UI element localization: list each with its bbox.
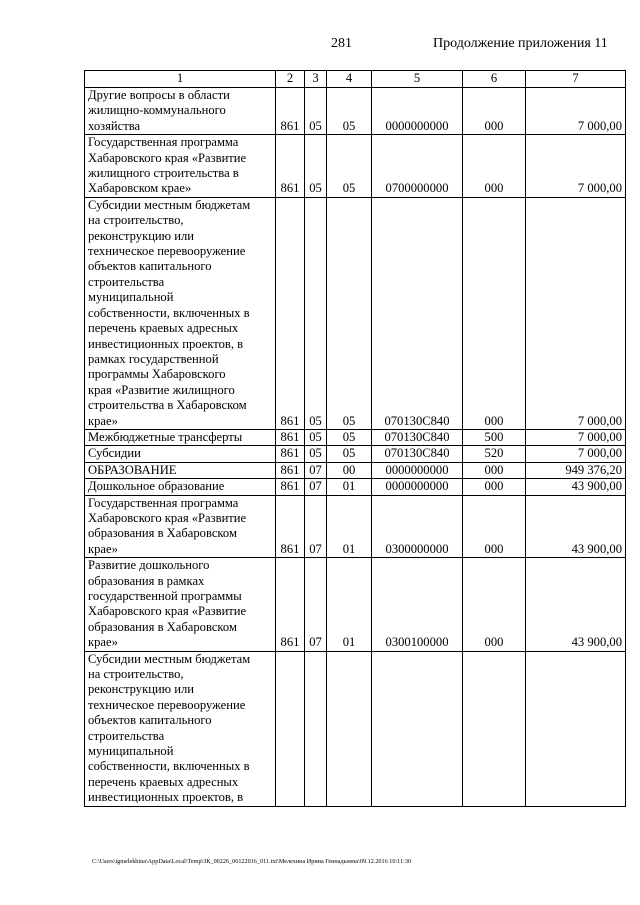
row-type: 520 [463,446,526,462]
row-type: 000 [463,462,526,478]
row-type: 000 [463,479,526,495]
row-type [463,651,526,806]
table-header-row [85,71,626,88]
row-section: 07 [305,495,327,558]
row-code [276,651,305,806]
row-code: 861 [276,135,305,198]
row-section: 07 [305,462,327,478]
row-section: 05 [305,429,327,445]
row-amount: 7 000,00 [526,135,626,198]
row-subsection: 01 [327,558,372,651]
row-name: Межбюджетные трансферты [85,429,276,445]
row-name: Развитие дошкольного образования в рамках государственной программы Хабаровского края «Развитие образования в Хабаровском крае» [85,558,276,651]
table-row [85,479,626,495]
table-row [85,135,626,198]
row-amount: 43 900,00 [526,495,626,558]
row-target: 0300000000 [372,495,463,558]
footer-path: C:\Users\igmelekhina\AppData\Local\Temp\ЗК_00226_06122016_011.txt\Мелехина Ирина Геннадьевна\09.12.2016 10:11:30 [92,858,412,865]
row-subsection: 05 [327,446,372,462]
row-code: 861 [276,88,305,135]
row-subsection: 00 [327,462,372,478]
row-subsection: 01 [327,479,372,495]
row-code: 861 [276,446,305,462]
row-name: Субсидии местным бюджетам на строительство, реконструкцию или техническое перевооружение объектов капитального строительства муниципальной собственности, включенных в перечень краевых адресных инвестиционных проектов, в [85,651,276,806]
row-section: 05 [305,446,327,462]
row-section [305,651,327,806]
row-amount: 7 000,00 [526,446,626,462]
row-code: 861 [276,558,305,651]
row-section: 07 [305,558,327,651]
row-subsection: 05 [327,429,372,445]
row-name: Государственная программа Хабаровского края «Развитие образования в Хабаровском крае» [85,495,276,558]
row-amount: 7 000,00 [526,429,626,445]
row-amount: 949 376,20 [526,462,626,478]
row-subsection: 05 [327,135,372,198]
row-name: Государственная программа Хабаровского края «Развитие жилищного строительства в Хабаровском крае» [85,135,276,198]
table-row [85,446,626,462]
row-name: Дошкольное образование [85,479,276,495]
row-type: 000 [463,135,526,198]
row-type: 000 [463,197,526,429]
row-code: 861 [276,197,305,429]
row-amount: 7 000,00 [526,197,626,429]
column-header: 3 [305,71,327,88]
row-target [372,651,463,806]
row-type: 000 [463,558,526,651]
table-row [85,429,626,445]
row-subsection: 05 [327,197,372,429]
row-name: Другие вопросы в области жилищно-коммунального хозяйства [85,88,276,135]
row-amount: 43 900,00 [526,558,626,651]
row-code: 861 [276,479,305,495]
row-amount: 43 900,00 [526,479,626,495]
row-target: 0700000000 [372,135,463,198]
row-type: 000 [463,495,526,558]
column-header: 1 [85,71,276,88]
row-target: 0300100000 [372,558,463,651]
row-section: 07 [305,479,327,495]
column-header: 7 [526,71,626,88]
table-row [85,462,626,478]
table-row [85,558,626,651]
row-target: 070130С840 [372,197,463,429]
table-row [85,651,626,806]
row-target: 070130С840 [372,446,463,462]
row-name: ОБРАЗОВАНИЕ [85,462,276,478]
row-subsection [327,651,372,806]
row-subsection: 01 [327,495,372,558]
row-code: 861 [276,462,305,478]
row-section: 05 [305,135,327,198]
page-number: 281 [331,36,352,51]
row-target: 0000000000 [372,88,463,135]
row-amount [526,651,626,806]
row-target: 0000000000 [372,479,463,495]
table-row [85,197,626,429]
row-code: 861 [276,429,305,445]
row-code: 861 [276,495,305,558]
budget-table [84,70,626,807]
row-target: 070130С840 [372,429,463,445]
row-section: 05 [305,197,327,429]
row-subsection: 05 [327,88,372,135]
row-name: Субсидии местным бюджетам на строительство, реконструкцию или техническое перевооружение объектов капитального строительства муниципальной собственности, включенных в перечень краевых адресных инвестиционных проектов, в рамках государственной программы Хабаровского края «Развитие жилищного строительства в Хабаровском крае» [85,197,276,429]
continuation-label: Продолжение приложения 11 [433,36,608,51]
table-row [85,88,626,135]
row-amount: 7 000,00 [526,88,626,135]
column-header: 6 [463,71,526,88]
row-name: Субсидии [85,446,276,462]
row-section: 05 [305,88,327,135]
row-target: 0000000000 [372,462,463,478]
column-header: 2 [276,71,305,88]
row-type: 000 [463,88,526,135]
row-type: 500 [463,429,526,445]
table-row [85,495,626,558]
column-header: 5 [372,71,463,88]
column-header: 4 [327,71,372,88]
